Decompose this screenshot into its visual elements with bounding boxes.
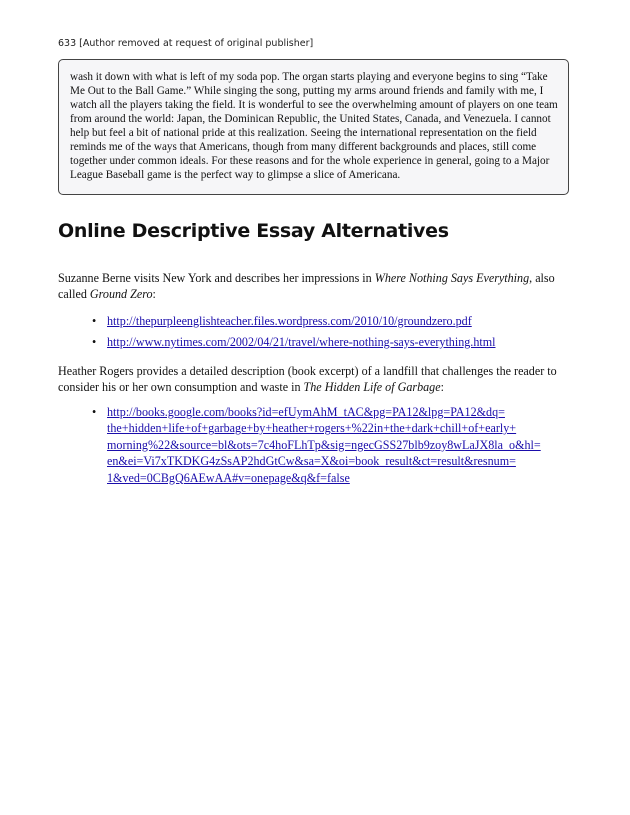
box-line: reminds me of the ways that Americans, though from many different backgrounds and places, still come [70,141,537,153]
bullet: • [92,405,97,419]
bullet: • [92,314,97,328]
box-line: Me Out to the Ball Game.” While singing the song, putting my arms around friends and family with me, I [70,85,544,97]
paragraph-line [58,270,574,286]
list-item [92,404,541,486]
link-google-books-line[interactable]: morning%22&source=bl&ots=7c4hoFLhTp&sig=ngecGSS27blb9zoy8wLaJX8la_o&hl= [107,437,541,452]
link-list-rogers [92,404,541,491]
running-header: 633 [Author removed at request of original publisher] [58,38,314,49]
section-heading: Online Descriptive Essay Alternatives [58,220,449,242]
book-title: Ground Zero [89,287,153,301]
link-nytimes-article[interactable]: http://www.nytimes.com/2002/04/21/travel/where-nothing-says-everything.html [107,335,496,349]
link-google-books-line[interactable]: en&ei=Vi7xTKDKG4zSsAP2hdGtCw&sa=X&oi=book_result&ct=result&resnum= [107,454,516,469]
text-run: Suzanne Berne visits New York and describes her impressions in [58,271,375,285]
box-line: League Baseball game is the perfect way to glimpse a slice of Americana. [70,169,401,181]
link-google-books-line[interactable]: the+hidden+life+of+garbage+by+heather+rogers+%22in+the+dark+chill+of+early+ [107,421,517,436]
box-line: watch all the players taking the field. It is wonderful to see the overwhelming amount of players on one team [70,99,558,111]
text-run: : [152,287,156,301]
box-line: help but feel a bit of national pride at this realization. Seeing the international representation on the field [70,127,537,139]
box-line: from around the world: Japan, the Dominican Republic, the United States, Canada, and Venezuela. I cannot [70,113,551,125]
text-run: , also [529,271,555,285]
list-item [92,334,496,350]
text-run: consider his or her own consumption and waste in [58,380,304,394]
paragraph-line: Heather Rogers provides a detailed description (book excerpt) of a landfill that challenges the reader to [58,364,557,378]
link-groundzero-pdf[interactable]: http://thepurpleenglishteacher.files.wordpress.com/2010/10/groundzero.pdf [107,314,472,328]
paragraph-line [58,379,574,395]
text-run: : [440,380,444,394]
essay-excerpt-box [58,59,569,195]
text-run: called [58,287,90,301]
link-google-books-line[interactable]: http://books.google.com/books?id=efUymAhM_tAC&pg=PA12&lpg=PA12&dq= [107,405,505,419]
list-item [92,313,496,329]
bullet: • [92,335,97,349]
book-title: Where Nothing Says Everything [374,271,530,285]
book-title: The Hidden Life of Garbage [303,380,441,394]
box-line: wash it down with what is left of my soda pop. The organ starts playing and everyone begins to sing “Take [70,71,548,83]
paragraph-berne [58,270,574,302]
link-list-berne [92,313,496,355]
paragraph-rogers [58,363,574,395]
paragraph-line [58,286,574,302]
box-line: together under common ideals. For these reasons and for the whole experience in general, going to a Major [70,155,550,167]
link-google-books-line[interactable]: 1&ved=0CBgQ6AEwAA#v=onepage&q&f=false [107,470,350,485]
